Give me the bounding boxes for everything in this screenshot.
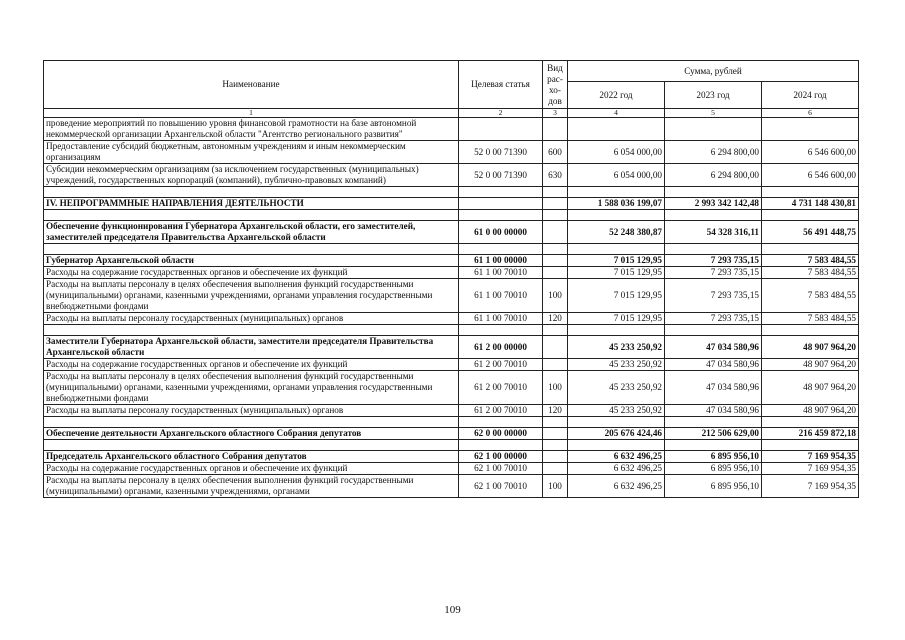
empty-cell: [665, 417, 762, 428]
row-target-article: 62 1 00 70010: [459, 475, 543, 498]
row-amount-2023: 7 293 735,15: [665, 255, 762, 267]
table-row: [44, 451, 859, 463]
row-expense-kind: 630: [543, 164, 568, 187]
table-row: [44, 198, 859, 210]
spacer-row: [44, 244, 859, 255]
row-target-article: [459, 118, 543, 141]
empty-cell: [665, 244, 762, 255]
row-amount-2024: 7 169 954,35: [762, 463, 859, 475]
empty-cell: [44, 440, 459, 451]
row-amount-2023: 7 293 735,15: [665, 279, 762, 313]
table-header: [44, 61, 859, 118]
row-name: проведение мероприятий по повышению уровня финансовой грамотности на базе автономной некоммерческой организации Архангельской области "Агентство регионального развития": [44, 118, 459, 141]
table-body: [44, 118, 859, 498]
empty-cell: [568, 187, 665, 198]
row-target-article: 52 0 00 71390: [459, 164, 543, 187]
row-expense-kind: [543, 463, 568, 475]
row-amount-2024: 56 491 448,75: [762, 221, 859, 244]
row-amount-2023: 6 895 956,10: [665, 451, 762, 463]
row-amount-2022: 6 632 496,25: [568, 451, 665, 463]
table-row: [44, 359, 859, 371]
budget-table: [43, 60, 859, 498]
empty-cell: [762, 210, 859, 221]
row-amount-2024: 7 169 954,35: [762, 451, 859, 463]
row-name: Расходы на выплаты персоналу государственных (муниципальных) органов: [44, 405, 459, 417]
empty-cell: [762, 440, 859, 451]
row-name: Губернатор Архангельской области: [44, 255, 459, 267]
row-name: Председатель Архангельского областного Собрания депутатов: [44, 451, 459, 463]
row-expense-kind: 120: [543, 405, 568, 417]
spacer-row: [44, 440, 859, 451]
empty-cell: [665, 187, 762, 198]
row-amount-2023: 7 293 735,15: [665, 313, 762, 325]
empty-cell: [459, 440, 543, 451]
row-amount-2024: 7 583 484,55: [762, 255, 859, 267]
row-amount-2024: 7 583 484,55: [762, 267, 859, 279]
row-name: Обеспечение функционирования Губернатора Архангельской области, его заместителей, заместителей председателя Правительства Архангельской области: [44, 221, 459, 244]
row-expense-kind: 100: [543, 279, 568, 313]
row-target-article: 61 2 00 70010: [459, 371, 543, 405]
row-amount-2024: 4 731 148 430,81: [762, 198, 859, 210]
row-amount-2023: 6 294 800,00: [665, 141, 762, 164]
row-name: Расходы на выплаты персоналу в целях обеспечения выполнения функций государственными (муниципальными) органами, казенными учреждениями, органами: [44, 475, 459, 498]
row-amount-2022: 7 015 129,95: [568, 255, 665, 267]
row-amount-2022: [568, 118, 665, 141]
row-name: Расходы на выплаты персоналу в целях обеспечения выполнения функций государственными (муниципальными) органами, казенными учреждениями, органами управления государственными внебюджетными фондами: [44, 279, 459, 313]
empty-cell: [543, 417, 568, 428]
empty-cell: [543, 325, 568, 336]
table-row: [44, 279, 859, 313]
row-name: Расходы на выплаты персоналу в целях обеспечения выполнения функций государственными (муниципальными) органами, казенными учреждениями, органами управления государственными внебюджетными фондами: [44, 371, 459, 405]
row-name: Расходы на содержание государственных органов и обеспечение их функций: [44, 463, 459, 475]
row-amount-2022: 6 054 000,00: [568, 141, 665, 164]
row-amount-2024: 48 907 964,20: [762, 359, 859, 371]
empty-cell: [44, 210, 459, 221]
empty-cell: [568, 325, 665, 336]
empty-cell: [543, 440, 568, 451]
table-row: [44, 475, 859, 498]
empty-cell: [543, 244, 568, 255]
row-name: IV. НЕПРОГРАММНЫЕ НАПРАВЛЕНИЯ ДЕЯТЕЛЬНОСТИ: [44, 198, 459, 210]
table-row: [44, 428, 859, 440]
row-amount-2023: 2 993 342 142,48: [665, 198, 762, 210]
row-amount-2023: 47 034 580,96: [665, 359, 762, 371]
row-amount-2024: 48 907 964,20: [762, 336, 859, 359]
table-row: [44, 313, 859, 325]
row-amount-2022: 45 233 250,92: [568, 371, 665, 405]
row-name: Обеспечение деятельности Архангельского областного Собрания депутатов: [44, 428, 459, 440]
row-expense-kind: [543, 118, 568, 141]
row-target-article: 61 2 00 70010: [459, 405, 543, 417]
row-name: Субсидии некоммерческим организациям (за исключением государственных (муниципальных) учреждений, государственных корпораций (компаний), публично-правовых компаний): [44, 164, 459, 187]
row-expense-kind: [543, 221, 568, 244]
row-amount-2023: 6 895 956,10: [665, 463, 762, 475]
row-expense-kind: [543, 198, 568, 210]
header-kind: Вид рас-хо-дов: [543, 61, 568, 109]
empty-cell: [568, 440, 665, 451]
table-row: [44, 164, 859, 187]
empty-cell: [44, 244, 459, 255]
header-target: Целевая статья: [459, 61, 543, 109]
row-target-article: 61 1 00 70010: [459, 279, 543, 313]
row-amount-2022: 7 015 129,95: [568, 279, 665, 313]
row-amount-2024: 7 583 484,55: [762, 279, 859, 313]
row-amount-2023: 47 034 580,96: [665, 336, 762, 359]
row-amount-2024: 7 169 954,35: [762, 475, 859, 498]
empty-cell: [762, 325, 859, 336]
row-amount-2023: 54 328 316,11: [665, 221, 762, 244]
row-target-article: 61 2 00 00000: [459, 336, 543, 359]
row-amount-2024: 216 459 872,18: [762, 428, 859, 440]
table-row: [44, 255, 859, 267]
empty-cell: [762, 244, 859, 255]
row-expense-kind: [543, 359, 568, 371]
spacer-row: [44, 187, 859, 198]
empty-cell: [459, 417, 543, 428]
row-expense-kind: [543, 336, 568, 359]
row-amount-2022: 45 233 250,92: [568, 336, 665, 359]
column-index: 6: [762, 109, 859, 118]
header-2022: 2022 год: [568, 82, 665, 109]
row-expense-kind: 120: [543, 313, 568, 325]
row-amount-2022: 45 233 250,92: [568, 359, 665, 371]
row-target-article: 61 1 00 70010: [459, 267, 543, 279]
row-amount-2023: 6 294 800,00: [665, 164, 762, 187]
row-expense-kind: [543, 255, 568, 267]
row-amount-2023: 212 506 629,00: [665, 428, 762, 440]
column-index: 2: [459, 109, 543, 118]
row-amount-2024: 48 907 964,20: [762, 405, 859, 417]
table-row: [44, 141, 859, 164]
empty-cell: [762, 187, 859, 198]
row-target-article: [459, 198, 543, 210]
row-amount-2022: 205 676 424,46: [568, 428, 665, 440]
row-target-article: 61 2 00 70010: [459, 359, 543, 371]
empty-cell: [762, 417, 859, 428]
table-row: [44, 267, 859, 279]
row-expense-kind: 600: [543, 141, 568, 164]
page-number: 109: [444, 604, 461, 616]
row-amount-2022: 45 233 250,92: [568, 405, 665, 417]
row-target-article: 62 1 00 70010: [459, 463, 543, 475]
row-name: Расходы на содержание государственных органов и обеспечение их функций: [44, 359, 459, 371]
row-amount-2023: 47 034 580,96: [665, 405, 762, 417]
row-target-article: 61 1 00 70010: [459, 313, 543, 325]
row-amount-2023: 7 293 735,15: [665, 267, 762, 279]
empty-cell: [665, 210, 762, 221]
spacer-row: [44, 417, 859, 428]
empty-cell: [543, 187, 568, 198]
header-2024: 2024 год: [762, 82, 859, 109]
empty-cell: [44, 187, 459, 198]
column-index: 3: [543, 109, 568, 118]
row-name: Расходы на содержание государственных органов и обеспечение их функций: [44, 267, 459, 279]
column-index-row: [44, 109, 859, 118]
header-name: Наименование: [44, 61, 459, 109]
spacer-row: [44, 325, 859, 336]
row-expense-kind: [543, 428, 568, 440]
row-amount-2022: 7 015 129,95: [568, 267, 665, 279]
header-2023: 2023 год: [665, 82, 762, 109]
empty-cell: [665, 325, 762, 336]
row-expense-kind: 100: [543, 475, 568, 498]
empty-cell: [568, 210, 665, 221]
row-amount-2022: 52 248 380,87: [568, 221, 665, 244]
row-name: Предоставление субсидий бюджетным, автономным учреждениям и иным некоммерческим организациям: [44, 141, 459, 164]
table-row: [44, 405, 859, 417]
row-amount-2022: 6 632 496,25: [568, 475, 665, 498]
row-amount-2024: 6 546 600,00: [762, 141, 859, 164]
empty-cell: [543, 210, 568, 221]
empty-cell: [459, 325, 543, 336]
row-amount-2023: 6 895 956,10: [665, 475, 762, 498]
header-sum: Сумма, рублей: [568, 61, 859, 82]
row-amount-2024: 48 907 964,20: [762, 371, 859, 405]
table-row: [44, 371, 859, 405]
table-row: [44, 118, 859, 141]
row-amount-2022: 6 054 000,00: [568, 164, 665, 187]
row-name: Заместители Губернатора Архангельской области, заместители председателя Правительства Архангельской области: [44, 336, 459, 359]
empty-cell: [459, 210, 543, 221]
row-amount-2022: 7 015 129,95: [568, 313, 665, 325]
row-expense-kind: [543, 267, 568, 279]
empty-cell: [568, 417, 665, 428]
table-row: [44, 221, 859, 244]
table-row: [44, 463, 859, 475]
row-target-article: 62 0 00 00000: [459, 428, 543, 440]
row-target-article: 52 0 00 71390: [459, 141, 543, 164]
empty-cell: [459, 244, 543, 255]
row-target-article: 61 0 00 00000: [459, 221, 543, 244]
column-index: 5: [665, 109, 762, 118]
table-row: [44, 336, 859, 359]
row-amount-2024: [762, 118, 859, 141]
row-target-article: 62 1 00 00000: [459, 451, 543, 463]
empty-cell: [568, 244, 665, 255]
row-amount-2022: 1 588 036 199,07: [568, 198, 665, 210]
row-expense-kind: [543, 451, 568, 463]
row-expense-kind: 100: [543, 371, 568, 405]
empty-cell: [44, 325, 459, 336]
empty-cell: [665, 440, 762, 451]
row-amount-2023: [665, 118, 762, 141]
spacer-row: [44, 210, 859, 221]
column-index: 1: [44, 109, 459, 118]
empty-cell: [44, 417, 459, 428]
row-amount-2023: 47 034 580,96: [665, 371, 762, 405]
row-amount-2024: 7 583 484,55: [762, 313, 859, 325]
row-target-article: 61 1 00 00000: [459, 255, 543, 267]
row-name: Расходы на выплаты персоналу государственных (муниципальных) органов: [44, 313, 459, 325]
row-amount-2024: 6 546 600,00: [762, 164, 859, 187]
empty-cell: [459, 187, 543, 198]
row-amount-2022: 6 632 496,25: [568, 463, 665, 475]
column-index: 4: [568, 109, 665, 118]
